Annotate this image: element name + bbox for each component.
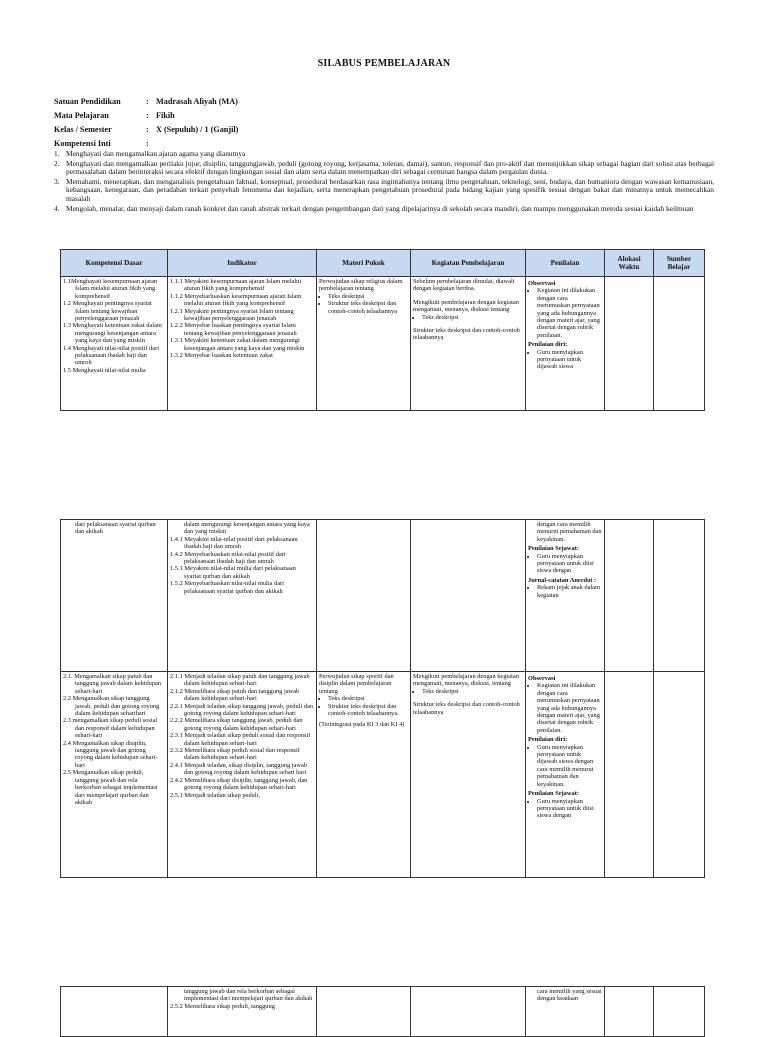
meta-value: X (Sepuluh) / 1 (Ganjil)	[156, 124, 239, 134]
meta-value: Madrasah Aliyah (MA)	[156, 96, 238, 106]
meta-label: Kelas / Semester	[54, 124, 112, 134]
header-materi-pokok: Materi Pokok	[317, 250, 411, 277]
kegiatan-cell	[411, 672, 526, 878]
materi-list	[319, 293, 408, 315]
header-kompetensi-dasar: Kompetensi Dasar	[61, 250, 168, 277]
indikator-item: 2.2.1 Menjadi teladan sikap tanggung jawab, peduli dan gotong royong dalam kehidupan sehari-hari	[170, 702, 314, 718]
sumber-cell	[654, 672, 705, 878]
indikator-item: 1.2.1 Meyakini pentingnya syariat Islam tentang kewajiban penyelenggaraan jenazah	[170, 307, 294, 323]
table-row	[61, 520, 705, 672]
kegiatan-cell	[411, 520, 526, 672]
materi-cell	[317, 672, 411, 878]
indikator-item: 1.5.2 Menyebarluaskan nilai-nilai mulia dari pelaksanaan syariat qurban dan akikah	[170, 580, 284, 595]
alokasi-cell	[605, 520, 654, 672]
indikator-item: 2.5.2 Memelihara sikap peduli, tanggung	[170, 1002, 275, 1010]
list-item: • Kegiatan ini dilakukan dengan cara merumuskan pernyataan yang ada hubungannya dengan materi ajar, yang disertai dengan rubrik penilaian.	[537, 682, 602, 734]
penilaian-diri-heading: Penilaian diri:	[528, 736, 568, 744]
table-header-row	[61, 250, 705, 277]
page-title: SILABUS PEMBELAJARAN	[317, 58, 451, 69]
observasi-list	[528, 682, 602, 734]
penilaian-sejawat-list	[528, 553, 602, 575]
indikator-cell	[168, 520, 317, 672]
indikator-cell	[168, 277, 317, 411]
meta-colon: :	[146, 124, 149, 134]
list-item: • Teks deskripsi	[328, 293, 408, 300]
indikator-item: 2.3.1 Menjadi teladan sikap peduli sosial dan responsif dalam kehidupan sehari-hari	[170, 732, 311, 747]
kegiatan-list	[413, 688, 523, 695]
materi-intro: Perwujudan sikap sportif dan disiplin dalam pembelajaran tentang	[319, 673, 394, 695]
penilaian-diri-list	[528, 744, 602, 788]
indikator-item: 2.5.1 Menjadi teladan sikap peduli,	[170, 791, 260, 799]
ki-text: Menghayati dan mengamalkan perilaku jujur, disiplin, tanggungjawab, peduli (gotong royong, kerjasama, toleran, damai), santun, responsif dan pro-aktif dan menunjukkan sikap sebagai bagian dari solusi atas berbagai permasalahan dalam berinteraksi secara efektif dengan lingkungan sosial dan alam serta dalam menempatkan diri sebagai cerminan bangsa dalam pergaulan dunia.	[66, 158, 714, 177]
ki-number: 2.	[54, 158, 60, 168]
penilaian-cell	[526, 520, 605, 672]
kd-item: 1.2 Menghayati pentingnya syariat Islam tentang kewajiban penyelenggaraan jenazah	[63, 300, 152, 323]
kegiatan-intro: Sebelum pembelajaran dimulai, diawali dengan kegiatan berdoa.	[413, 278, 515, 293]
indikator-item: 1.2.2 Menyebar luaskan pentingnya syariat Islam tentang kewajiban penyelenggaraan jenazah	[170, 322, 297, 337]
kd-item: 1.3 Menghayati ketentuan zakat dalam mengurangi kesenjangan antara yang kaya dan yang miskin	[63, 322, 162, 345]
indikator-item: dalam mengurangi kesenjangan antara yang kaya dan yang miskin	[184, 521, 310, 536]
ki-number: 3.	[54, 176, 60, 186]
indikator-item: 2.3.2 Memelihara sikap peduli sosial dan responsif dalam kehidupan sehari-hari	[170, 747, 300, 762]
header-alokasi-waktu: Alokasi Waktu	[605, 250, 654, 277]
observasi-heading: Observasi	[528, 675, 556, 682]
alokasi-cell	[605, 987, 654, 1037]
materi-list	[319, 695, 408, 717]
ki-item	[54, 160, 714, 177]
penilaian-sejawat-heading: Penilaian Sejawat:	[528, 790, 579, 798]
list-item: • Kegiatan ini dilakukan dengan cara merumuskan pernyataan yang ada hubungannya dengan materi ajar, yang disertai dengan rubrik penilaian.	[537, 287, 602, 339]
meta-row-satuan	[54, 94, 238, 108]
indikator-item: 1.1.1 Meyakini kesempurnaan ajaran Islam melalui aturan fikih yang komprehensif	[170, 278, 302, 293]
kd-item: 2.4 Mengamalkan sikap disiplin, tanggung jawab dan gotong royong dalam kehidupan sehari-hari	[63, 739, 158, 769]
list-item: • Guru menyiapkan pernyataan untuk diisi siswa dengan	[537, 798, 602, 820]
kd-item: 1.5 Menghayati nilai-nilai mulia	[63, 366, 146, 374]
indikator-item: 2.2.2 Memelihara sikap tanggung jawab, peduli dan gotong royong dalam kehidupan sehari-hari	[170, 717, 303, 732]
list-item: • Guru menyiapkan pernyataan untuk dijawab siswa	[537, 349, 602, 371]
kd-item: 2.5 Mengamalkan sikap peduli, tanggung jawab dan rela berkorban sebagai implementasi dari mempelajari qurban dan akikah	[63, 769, 158, 806]
meta-label: Satuan Pendidikan	[54, 96, 121, 106]
kd-item: 1.1Menghayati kesempurnaan ajaran Islam melalui aturan fikih yang komprehensif	[63, 278, 158, 300]
meta-value: Fikih	[156, 110, 175, 120]
sumber-cell	[654, 520, 705, 672]
kegiatan-main: Mengikuti pembelajaran dengan kegiatan mengamati, menanya, diskusi tentang	[413, 298, 519, 314]
kegiatan-main: Mengikuti pembelajaran dengan kegiatan mengamati, menanya, diskusi, tentang	[413, 673, 519, 688]
indikator-item: tanggung jawab dan rela berkorban sebagai implementasi dari mempelajari qurban dan akikah	[184, 988, 313, 1003]
kd-cell	[61, 987, 168, 1037]
header-kegiatan-pembelajaran: Kegiatan Pembelajaran	[411, 250, 526, 277]
kd-item: 1.4 Menghayati nilai-nilai positif dari pelaksanaan ibadah haji dan umroh	[63, 344, 160, 367]
kd-cell	[61, 277, 168, 411]
indikator-cell	[168, 672, 317, 878]
alokasi-cell	[605, 277, 654, 411]
ki-text: Mengolah, menalar, dan menyaji dalam ranah konkret dan ranah abstrak terkait dengan pengembangan dari yang dipelajarinya di sekolah secara mandiri, dan mampu menggunakan metoda sesuai kaidah keilmuan	[66, 203, 694, 213]
kegiatan-extra: Struktur teks deskripsi dan contoh-contoh telaahannya	[413, 701, 520, 716]
ki-number: 1.	[54, 149, 60, 158]
observasi-list	[528, 287, 602, 339]
meta-row-mapel	[54, 108, 238, 122]
penilaian-diri-list	[528, 349, 602, 371]
indikator-item: 1.1.2 Menyebarluaskan kesempurnaan ajaran Islam melalui aturan fikih yang komprehensif	[170, 292, 302, 308]
observasi-heading: Observasi	[528, 280, 556, 287]
materi-cell	[317, 987, 411, 1037]
list-item: • Teks deskripsi	[422, 688, 523, 695]
header-sumber-belajar: Sumber Belajar	[654, 250, 705, 277]
materi-cell	[317, 277, 411, 411]
indikator-item: 2.4.1 Menjadi teladan, sikap disiplin, tanggung jawab dan gotong royong dalam kehidupan sehari hari	[170, 761, 308, 777]
table-row	[61, 987, 705, 1037]
meta-label: Mata Pelajaran	[54, 110, 109, 120]
kd-item: 2.2 Mengamalkan sikap tanggung jawab, peduli dan gotong royong dalam kehidupan seharihari	[63, 695, 160, 718]
kd-item: dari pelaksanaan syariat qurban dan akikah	[75, 521, 156, 536]
list-item: • Rekam jejak anak dalam kegiatan	[537, 584, 602, 599]
header-penilaian: Penilaian	[526, 250, 605, 277]
ki-text: Menghayati dan mengamalkan ajaran agama yang dianutnya	[66, 149, 246, 158]
indikator-item: 2.1.1 Menjadi teladan sikap patuh dan tanggung jawab dalam kehidupan sehari-hari	[170, 673, 310, 688]
meta-colon: :	[146, 110, 149, 120]
list-item: • Teks deskripsi	[328, 695, 408, 702]
kegiatan-cell	[411, 277, 526, 411]
table-row	[61, 277, 705, 411]
syllabus-table-page2	[60, 519, 705, 878]
ki-item	[54, 205, 714, 214]
jurnal-list	[528, 584, 602, 599]
penilaian-diri-heading: Penilaian diri:	[528, 341, 568, 349]
kd-item: 2.3 mengamalkan sikap peduli sosial dan responsif dalam kehidupan sehari-hari	[63, 717, 158, 740]
meta-colon: :	[146, 96, 149, 106]
penilaian-cell	[526, 672, 605, 878]
jurnal-heading: Jurnal-catatan Anecdot :	[528, 576, 597, 584]
meta-colon: :	[146, 138, 149, 148]
alokasi-cell	[605, 672, 654, 878]
header-indikator: Indikator	[168, 250, 317, 277]
kegiatan-cell	[411, 987, 526, 1037]
indikator-item: 1.3.2 Menyebar luaskan ketentuan zakat	[170, 352, 273, 360]
meta-label: Kompetensi Inti	[54, 138, 111, 148]
indikator-item: 1.5.1 Meyakini nilai-nilai mulia dari pelaksanaan syariat qurban dan akikah	[170, 565, 296, 580]
syllabus-table-page1	[60, 249, 705, 411]
kompetensi-inti-list	[54, 150, 714, 214]
table-row	[61, 672, 705, 878]
ki-item	[54, 178, 714, 204]
materi-intro: Perwujudan sikap religius dalam pembelajaran tentang	[319, 278, 403, 293]
sumber-cell	[654, 277, 705, 411]
penilaian-cell	[526, 987, 605, 1037]
indikator-item: 2.4.2 Memelihara sikap disiplin, tanggung jawab, dan gotong royong dalam kehidupan sehari-hari	[170, 776, 308, 792]
penilaian-sejawat-list	[528, 798, 602, 820]
indikator-item: 1.3.1 Meyakini ketentuan zakat dalam mengurangi kesenjangan antara yang kaya dan yang miskin	[170, 337, 305, 352]
ki-text: Memahami, menerapkan, dan menganalisis pengetahuan faktual, konseptual, prosedural berdasarkan rasa ingintahunya tentang ilmu pengetahuan, teknologi, seni, budaya, dan humaniora dengan wawasan kemanusiaan, kebangsaan, kenegaraan, dan peradaban terkait penyebab fenomena dan kejadian, serta menerapkan pengetahuan prosedural pada bidang kajian yang spesifik sesuai dengan bakat dan minatnya untuk memecahkan masalah	[66, 176, 714, 203]
ki-number: 4.	[54, 203, 60, 213]
identity-block	[54, 94, 238, 150]
kegiatan-extra: Struktur teks deskripsi dan contoh-contoh telaahannya	[413, 327, 520, 342]
list-item: • Struktur teks deskripsi dan contoh-contoh telaahannya.	[328, 703, 408, 718]
kd-cell	[61, 520, 168, 672]
kd-cell	[61, 672, 168, 878]
sumber-cell	[654, 987, 705, 1037]
list-item: • Guru menyiapkan pernyataan untuk dijawab siswa dengan cara memilih menurut pemahaman dan keyakinan.	[537, 744, 602, 788]
indikator-item: 2.1.2 Memelihara sikap patuh dan tanggung jawab dalam kehidupan sehari-hari	[170, 687, 300, 703]
kegiatan-list	[413, 314, 523, 321]
indikator-cell	[168, 987, 317, 1037]
penilaian-continued: dengan cara memilih menurut pemahaman dan keyakinan.	[537, 521, 602, 543]
indikator-item: 1.4.2 Menyebarluaskan nilai-nilai positif dari pelaksanaan ibadah haji dan umrah	[170, 550, 286, 566]
syllabus-table-page3	[60, 986, 705, 1037]
penilaian-cell	[526, 277, 605, 411]
materi-cell	[317, 520, 411, 672]
list-item: • Guru menyiapkan pernyataan untuk diisi siswa dengan	[537, 553, 602, 575]
materi-note: (Terintegrasi pada KI 3 dan KI 4)	[319, 721, 405, 729]
penilaian-continued: cara memilih yang sesuai dengan keadaan	[537, 988, 602, 1003]
penilaian-sejawat-heading: Penilaian Sejawat:	[528, 545, 579, 553]
kd-item: 2.1. Mengamalkan sikap patuh dan tanggung jawab dalam kehidupan sehari-hari	[63, 673, 162, 695]
list-item: • Teks deskripsi	[422, 314, 523, 321]
indikator-item: 1.4.1 Meyakini nilai-nilai positif dari pelaksanaan ibadah haji dan umrah	[170, 535, 298, 551]
meta-row-ki	[54, 136, 238, 150]
ki-item	[54, 150, 714, 159]
list-item: • Struktur teks deskripsi dan contoh-contoh telaahannya	[328, 300, 408, 315]
meta-row-kelas	[54, 122, 238, 136]
